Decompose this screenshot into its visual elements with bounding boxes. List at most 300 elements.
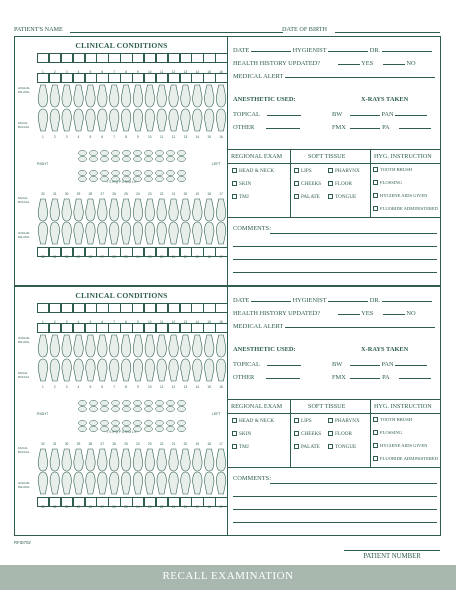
fmx-label: FMX <box>332 374 346 381</box>
tooth-shape[interactable] <box>157 85 167 107</box>
tooth-shape[interactable] <box>98 449 108 471</box>
tooth-shape[interactable] <box>74 222 84 244</box>
comment-line[interactable] <box>233 246 437 247</box>
tooth-number: 29 <box>76 505 81 509</box>
tooth-shape[interactable] <box>109 109 119 131</box>
tooth-shape[interactable] <box>121 109 131 131</box>
tooth-shape[interactable] <box>181 222 191 244</box>
tooth-shape[interactable] <box>38 359 48 381</box>
no-field[interactable] <box>383 58 405 65</box>
floor-checkbox[interactable]: FLOOR <box>328 181 352 187</box>
primary-tooth[interactable] <box>156 150 164 155</box>
comment-line[interactable] <box>233 259 437 260</box>
primary-tooth[interactable] <box>123 400 131 405</box>
primary-tooth[interactable] <box>112 170 120 175</box>
lips-checkbox[interactable]: LIPS <box>294 418 312 424</box>
patient-name-field[interactable] <box>70 26 283 33</box>
upper-box-row-mid[interactable] <box>37 323 227 333</box>
lower-tooth-numbers <box>37 192 227 196</box>
primary-tooth[interactable] <box>79 156 87 161</box>
no-field[interactable] <box>383 308 405 315</box>
clinical-conditions-title: CLINICAL CONDITIONS <box>75 41 168 50</box>
tooth-shape[interactable] <box>109 449 119 471</box>
tooth-number: 6 <box>101 70 104 74</box>
primary-tooth[interactable] <box>167 150 175 155</box>
upper-box-row-mid[interactable] <box>37 73 227 83</box>
tooth-number: 31 <box>53 192 57 196</box>
tooth-shape[interactable] <box>109 359 119 381</box>
tooth-shape[interactable] <box>74 335 84 357</box>
other-field[interactable] <box>266 122 300 129</box>
tooth-shape[interactable] <box>216 109 226 131</box>
tooth-shape[interactable] <box>169 335 179 357</box>
tooth-shape[interactable] <box>62 199 72 221</box>
tooth-shape[interactable] <box>62 472 72 494</box>
primary-tooth[interactable] <box>112 400 120 405</box>
tooth-number: 10 <box>148 385 152 389</box>
tooth-number: 19 <box>195 442 200 446</box>
primary-tooth[interactable] <box>123 150 131 155</box>
tooth-shape[interactable] <box>193 109 203 131</box>
tooth-number: 1 <box>42 135 44 139</box>
lips-checkbox[interactable]: LIPS <box>294 168 312 174</box>
fluoride-checkbox[interactable]: FLUORIDE ADMINISTERED <box>373 456 438 461</box>
floor-checkbox[interactable]: FLOOR <box>328 431 352 437</box>
primary-tooth[interactable] <box>156 420 164 425</box>
tooth-shape[interactable] <box>181 85 191 107</box>
primary-tooth[interactable] <box>156 406 164 411</box>
pan-field[interactable] <box>395 359 427 366</box>
tooth-shape[interactable] <box>50 359 60 381</box>
tooth-shape[interactable] <box>193 222 203 244</box>
tooth-shape[interactable] <box>62 335 72 357</box>
primary-tooth[interactable] <box>145 406 153 411</box>
tooth-shape[interactable] <box>169 449 179 471</box>
date-field[interactable] <box>251 45 291 52</box>
divider <box>228 399 441 400</box>
tooth-shape[interactable] <box>145 335 155 357</box>
tooth-shape[interactable] <box>86 222 96 244</box>
yes-field[interactable] <box>338 58 360 65</box>
hygienist-label: HYGIENIST <box>292 297 327 304</box>
tooth-shape[interactable] <box>216 222 226 244</box>
tooth-shape[interactable] <box>121 359 131 381</box>
tooth-shape[interactable] <box>50 109 60 131</box>
tooth-shape[interactable] <box>109 335 119 357</box>
tooth-shape[interactable] <box>204 449 214 471</box>
tooth-shape[interactable] <box>169 109 179 131</box>
tooth-shape[interactable] <box>169 472 179 494</box>
tooth-shape[interactable] <box>50 85 60 107</box>
tooth-shape[interactable] <box>62 109 72 131</box>
flossing-checkbox[interactable]: FLOSSING <box>373 430 402 435</box>
primary-tooth[interactable] <box>79 420 87 425</box>
tooth-shape[interactable] <box>98 109 108 131</box>
tooth-shape[interactable] <box>98 359 108 381</box>
tooth-shape[interactable] <box>204 109 214 131</box>
tooth-shape[interactable] <box>181 472 191 494</box>
tooth-number: 22 <box>159 505 164 509</box>
tooth-shape[interactable] <box>145 449 155 471</box>
tooth-number: 24 <box>136 255 140 259</box>
tooth-shape[interactable] <box>204 85 214 107</box>
primary-tooth[interactable] <box>123 156 131 161</box>
tooth-shape[interactable] <box>157 199 167 221</box>
patient-number-field[interactable] <box>344 550 440 551</box>
tooth-shape[interactable] <box>216 449 226 471</box>
tooth-shape[interactable] <box>133 85 143 107</box>
tooth-shape[interactable] <box>109 199 119 221</box>
tooth-shape[interactable] <box>181 109 191 131</box>
tooth-shape[interactable] <box>216 359 226 381</box>
lower-teeth-diagram[interactable] <box>37 447 227 495</box>
tooth-shape[interactable] <box>109 85 119 107</box>
tooth-shape[interactable] <box>204 472 214 494</box>
tooth-shape[interactable] <box>181 449 191 471</box>
primary-tooth[interactable] <box>90 150 98 155</box>
tooth-shape[interactable] <box>193 359 203 381</box>
primary-tooth[interactable] <box>101 400 109 405</box>
primary-tooth[interactable] <box>79 170 87 175</box>
tooth-shape[interactable] <box>204 359 214 381</box>
date-field[interactable] <box>251 295 291 302</box>
tooth-shape[interactable] <box>145 199 155 221</box>
tooth-shape[interactable] <box>62 222 72 244</box>
tooth-shape[interactable] <box>181 199 191 221</box>
skin-checkbox[interactable]: SKIN <box>232 431 251 437</box>
dr-field[interactable] <box>382 45 432 52</box>
yes-field[interactable] <box>338 308 360 315</box>
tooth-shape[interactable] <box>145 359 155 381</box>
primary-tooth[interactable] <box>101 420 109 425</box>
tooth-shape[interactable] <box>193 85 203 107</box>
tooth-number: 26 <box>112 192 116 196</box>
tooth-brush-checkbox[interactable]: TOOTH BRUSH <box>373 167 412 172</box>
tooth-number: 14 <box>195 320 200 324</box>
primary-tooth[interactable] <box>101 150 109 155</box>
tooth-shape[interactable] <box>133 222 143 244</box>
tooth-shape[interactable] <box>181 335 191 357</box>
primary-tooth[interactable] <box>90 406 98 411</box>
tooth-shape[interactable] <box>121 199 131 221</box>
tooth-shape[interactable] <box>121 472 131 494</box>
tooth-shape[interactable] <box>216 199 226 221</box>
primary-tooth[interactable] <box>90 156 98 161</box>
tooth-shape[interactable] <box>109 222 119 244</box>
no-label: NO <box>406 310 416 317</box>
head-neck-checkbox[interactable]: HEAD & NECK <box>232 418 274 424</box>
lingual-palatal-label: LINGUAL PALATAL <box>18 336 30 344</box>
tooth-shape[interactable] <box>74 109 84 131</box>
comment-line[interactable] <box>233 509 437 510</box>
hygienist-field[interactable] <box>328 45 368 52</box>
tooth-number: 23 <box>148 505 152 509</box>
upper-teeth-diagram[interactable] <box>37 333 227 383</box>
tooth-shape[interactable] <box>133 472 143 494</box>
medical-alert-field[interactable] <box>285 71 435 78</box>
tooth-number: 31 <box>53 255 57 259</box>
tooth-shape[interactable] <box>204 199 214 221</box>
tooth-shape[interactable] <box>50 449 60 471</box>
upper-box-row-top[interactable] <box>37 303 227 313</box>
tooth-number: 28 <box>88 442 93 446</box>
comment-line[interactable] <box>270 483 437 484</box>
primary-tooth[interactable] <box>123 170 131 175</box>
pharynx-checkbox[interactable]: PHARYNX <box>328 418 360 424</box>
tooth-shape[interactable] <box>145 472 155 494</box>
tooth-shape[interactable] <box>157 449 167 471</box>
primary-tooth[interactable] <box>145 170 153 175</box>
tooth-number: 28 <box>88 505 93 509</box>
tooth-shape[interactable] <box>216 85 226 107</box>
tooth-shape[interactable] <box>74 449 84 471</box>
primary-tooth[interactable] <box>145 420 153 425</box>
tooth-shape[interactable] <box>38 472 48 494</box>
primary-tooth[interactable] <box>167 406 175 411</box>
tooth-shape[interactable] <box>86 109 96 131</box>
tooth-shape[interactable] <box>38 199 48 221</box>
cheeks-checkbox[interactable]: CHEEKS <box>294 181 321 187</box>
tooth-shape[interactable] <box>169 359 179 381</box>
pharynx-checkbox[interactable]: PHARYNX <box>328 168 360 174</box>
tooth-shape[interactable] <box>98 85 108 107</box>
upper-teeth-diagram[interactable] <box>37 83 227 133</box>
primary-tooth[interactable] <box>134 420 142 425</box>
primary-tooth[interactable] <box>112 420 120 425</box>
fmx-field[interactable] <box>350 372 380 379</box>
medical-alert-field[interactable] <box>285 321 435 328</box>
pa-field[interactable] <box>399 372 431 379</box>
tooth-shape[interactable] <box>62 85 72 107</box>
tooth-shape[interactable] <box>169 199 179 221</box>
tooth-number: 18 <box>207 255 211 259</box>
pa-label: PA <box>382 374 390 381</box>
tooth-shape[interactable] <box>121 335 131 357</box>
comment-line[interactable] <box>233 496 437 497</box>
tooth-shape[interactable] <box>169 85 179 107</box>
palate-checkbox[interactable]: PALATE <box>294 194 320 200</box>
topical-field[interactable] <box>267 109 301 116</box>
tooth-shape[interactable] <box>62 359 72 381</box>
clinical-conditions-title: CLINICAL CONDITIONS <box>75 291 168 300</box>
tooth-shape[interactable] <box>133 335 143 357</box>
tooth-shape[interactable] <box>145 85 155 107</box>
tooth-shape[interactable] <box>193 335 203 357</box>
pan-field[interactable] <box>395 109 427 116</box>
primary-tooth[interactable] <box>178 150 186 155</box>
tooth-number: 29 <box>76 442 81 446</box>
tooth-shape[interactable] <box>204 335 214 357</box>
head-neck-checkbox[interactable]: HEAD & NECK <box>232 168 274 174</box>
tooth-brush-checkbox[interactable]: TOOTH BRUSH <box>373 417 412 422</box>
fmx-field[interactable] <box>350 122 380 129</box>
primary-tooth[interactable] <box>167 400 175 405</box>
other-field[interactable] <box>266 372 300 379</box>
tooth-number: 17 <box>219 255 223 259</box>
primary-tooth[interactable] <box>112 406 120 411</box>
tongue-checkbox[interactable]: TONGUE <box>328 444 356 450</box>
tooth-shape[interactable] <box>38 335 48 357</box>
primary-tooth[interactable] <box>167 170 175 175</box>
dob-field[interactable] <box>335 26 440 33</box>
primary-tooth[interactable] <box>134 150 142 155</box>
upper-box-row-top[interactable] <box>37 53 227 63</box>
tooth-shape[interactable] <box>133 359 143 381</box>
tooth-shape[interactable] <box>38 222 48 244</box>
primary-tooth[interactable] <box>145 400 153 405</box>
primary-tooth[interactable] <box>79 400 87 405</box>
tooth-shape[interactable] <box>86 472 96 494</box>
lower-teeth-diagram[interactable] <box>37 197 227 245</box>
comment-line[interactable] <box>233 522 437 523</box>
primary-tooth[interactable] <box>90 170 98 175</box>
primary-tooth[interactable] <box>134 156 142 161</box>
cheeks-checkbox[interactable]: CHEEKS <box>294 431 321 437</box>
tmj-checkbox[interactable]: TMJ <box>232 444 249 450</box>
tooth-number: 1 <box>42 320 44 324</box>
tooth-number: 19 <box>195 192 200 196</box>
fluoride-checkbox[interactable]: FLUORIDE ADMINISTERED <box>373 206 438 211</box>
tooth-number: 3 <box>65 135 68 139</box>
tooth-shape[interactable] <box>157 359 167 381</box>
primary-tooth[interactable] <box>112 156 120 161</box>
primary-tooth[interactable] <box>134 406 142 411</box>
bw-field[interactable] <box>350 109 380 116</box>
primary-tooth[interactable] <box>145 156 153 161</box>
tooth-shape[interactable] <box>86 335 96 357</box>
bw-field[interactable] <box>350 359 380 366</box>
tooth-shape[interactable] <box>86 199 96 221</box>
primary-tooth[interactable] <box>156 400 164 405</box>
primary-tooth[interactable] <box>134 400 142 405</box>
tmj-checkbox[interactable]: TMJ <box>232 194 249 200</box>
primary-tooth[interactable] <box>123 420 131 425</box>
tooth-shape[interactable] <box>193 472 203 494</box>
divider <box>290 399 291 467</box>
primary-tooth[interactable] <box>156 170 164 175</box>
tooth-number: 4 <box>77 320 80 324</box>
primary-tooth[interactable] <box>156 156 164 161</box>
tooth-shape[interactable] <box>50 222 60 244</box>
primary-tooth[interactable] <box>101 406 109 411</box>
primary-tooth[interactable] <box>101 170 109 175</box>
tooth-shape[interactable] <box>157 109 167 131</box>
tooth-shape[interactable] <box>86 449 96 471</box>
tooth-shape[interactable] <box>74 359 84 381</box>
health-history-label: HEALTH HISTORY UPDATED? <box>233 310 321 317</box>
divider <box>228 163 441 164</box>
tooth-shape[interactable] <box>121 449 131 471</box>
tooth-shape[interactable] <box>216 335 226 357</box>
lingual-palatal-label: LINGUAL PALATAL <box>18 86 30 94</box>
tooth-shape[interactable] <box>133 109 143 131</box>
tooth-shape[interactable] <box>145 109 155 131</box>
tooth-shape[interactable] <box>193 449 203 471</box>
primary-tooth[interactable] <box>79 406 87 411</box>
tooth-shape[interactable] <box>74 199 84 221</box>
primary-tooth[interactable] <box>167 420 175 425</box>
tooth-shape[interactable] <box>216 472 226 494</box>
tooth-shape[interactable] <box>98 335 108 357</box>
tooth-number: 5 <box>89 385 92 389</box>
tooth-shape[interactable] <box>145 222 155 244</box>
other-label: OTHER <box>233 374 255 381</box>
tooth-shape[interactable] <box>109 472 119 494</box>
tongue-checkbox[interactable]: TONGUE <box>328 194 356 200</box>
primary-tooth[interactable] <box>178 156 186 161</box>
tooth-number: 5 <box>89 320 92 324</box>
date-label: DATE <box>233 297 250 304</box>
primary-tooth[interactable] <box>90 400 98 405</box>
tooth-number: 7 <box>113 320 116 324</box>
tooth-shape[interactable] <box>38 109 48 131</box>
divider <box>228 149 441 150</box>
hygiene-aids-checkbox[interactable]: HYGIENE AIDS GIVEN <box>373 443 427 448</box>
tooth-shape[interactable] <box>86 359 96 381</box>
primary-tooth[interactable] <box>167 156 175 161</box>
tooth-shape[interactable] <box>157 222 167 244</box>
primary-tooth[interactable] <box>79 150 87 155</box>
tooth-shape[interactable] <box>38 85 48 107</box>
tooth-number: 10 <box>148 135 152 139</box>
tooth-shape[interactable] <box>169 222 179 244</box>
pa-field[interactable] <box>399 122 431 129</box>
tooth-shape[interactable] <box>86 85 96 107</box>
primary-tooth[interactable] <box>134 170 142 175</box>
comment-line[interactable] <box>270 233 437 234</box>
tooth-shape[interactable] <box>193 199 203 221</box>
primary-tooth[interactable] <box>178 406 186 411</box>
primary-tooth[interactable] <box>178 170 186 175</box>
tooth-shape[interactable] <box>133 199 143 221</box>
primary-tooth[interactable] <box>112 150 120 155</box>
primary-tooth[interactable] <box>178 400 186 405</box>
tooth-shape[interactable] <box>98 222 108 244</box>
tooth-shape[interactable] <box>133 449 143 471</box>
primary-tooth[interactable] <box>90 420 98 425</box>
topical-field[interactable] <box>267 359 301 366</box>
comment-line[interactable] <box>233 272 437 273</box>
tooth-shape[interactable] <box>62 449 72 471</box>
hygienist-field[interactable] <box>328 295 368 302</box>
palate-checkbox[interactable]: PALATE <box>294 444 320 450</box>
tooth-shape[interactable] <box>50 335 60 357</box>
primary-tooth[interactable] <box>178 420 186 425</box>
tooth-shape[interactable] <box>50 472 60 494</box>
dr-field[interactable] <box>382 295 432 302</box>
tooth-number: 25 <box>124 442 128 446</box>
tooth-shape[interactable] <box>38 449 48 471</box>
primary-tooth[interactable] <box>123 406 131 411</box>
tooth-shape[interactable] <box>121 222 131 244</box>
tooth-shape[interactable] <box>204 222 214 244</box>
tooth-shape[interactable] <box>181 359 191 381</box>
skin-checkbox[interactable]: SKIN <box>232 181 251 187</box>
tooth-shape[interactable] <box>157 335 167 357</box>
hygiene-aids-checkbox[interactable]: HYGIENE AIDS GIVEN <box>373 193 427 198</box>
flossing-checkbox[interactable]: FLOSSING <box>373 180 402 185</box>
tooth-shape[interactable] <box>50 199 60 221</box>
tooth-shape[interactable] <box>98 199 108 221</box>
tooth-shape[interactable] <box>157 472 167 494</box>
tooth-number: 24 <box>136 442 140 446</box>
tooth-shape[interactable] <box>98 472 108 494</box>
tooth-shape[interactable] <box>74 85 84 107</box>
tooth-shape[interactable] <box>121 85 131 107</box>
primary-tooth[interactable] <box>145 150 153 155</box>
primary-tooth[interactable] <box>101 156 109 161</box>
tooth-shape[interactable] <box>74 472 84 494</box>
